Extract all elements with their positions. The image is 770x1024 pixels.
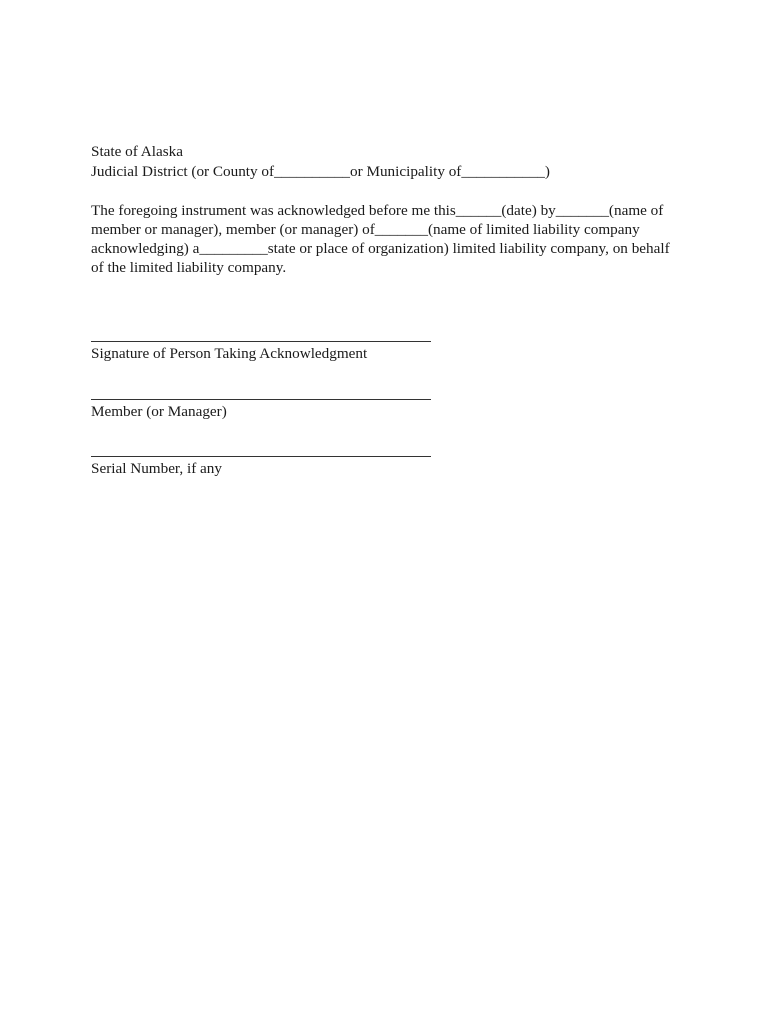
- state-heading: State of Alaska: [91, 143, 183, 160]
- signature-label: Member (or Manager): [91, 403, 227, 420]
- paragraph-line: member or manager), member (or manager) of_______(name of limited liability company: [91, 221, 640, 238]
- signature-line[interactable]: [91, 456, 431, 457]
- paragraph-line: acknowledging) a_________state or place of organization) limited liability company, on behalf: [91, 240, 670, 257]
- signature-line[interactable]: [91, 341, 431, 342]
- paragraph-line: The foregoing instrument was acknowledged before me this______(date) by_______(name of: [91, 202, 664, 219]
- paragraph-line: of the limited liability company.: [91, 259, 287, 276]
- judicial-district-line: Judicial District (or County of__________or Municipality of___________): [91, 163, 550, 180]
- signature-label: Signature of Person Taking Acknowledgment: [91, 345, 368, 362]
- signature-line[interactable]: [91, 399, 431, 400]
- signature-label: Serial Number, if any: [91, 460, 222, 477]
